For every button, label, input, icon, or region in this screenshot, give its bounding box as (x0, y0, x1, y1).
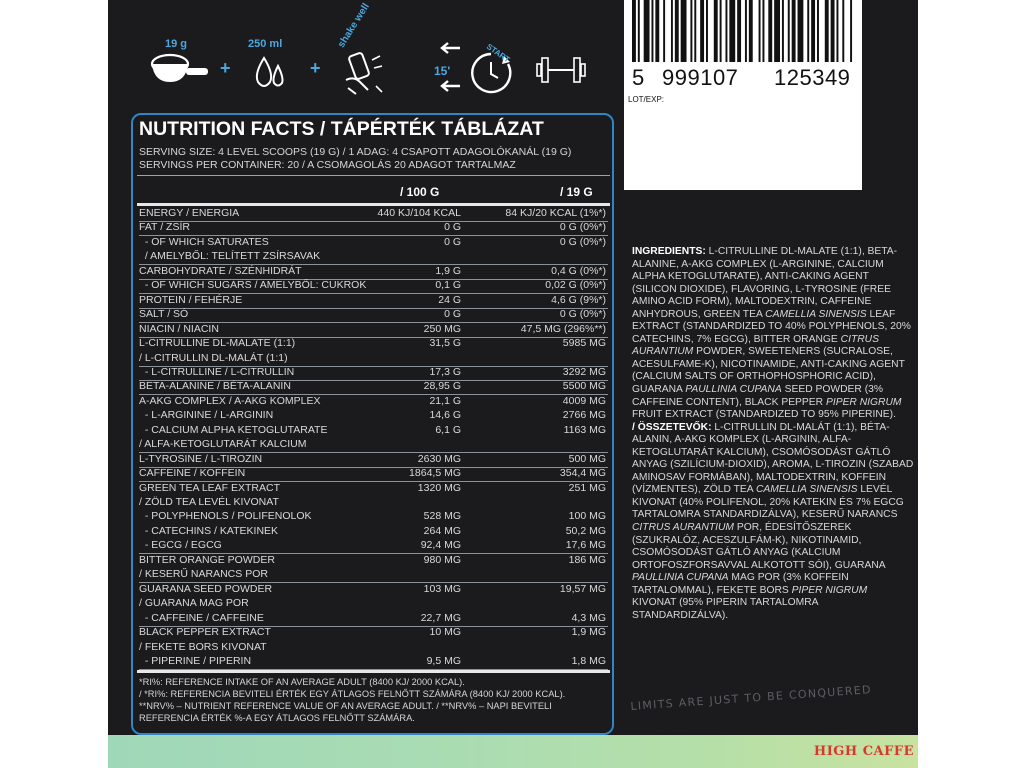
barcode-bar (737, 0, 741, 62)
value-per-serving: 47,5 MG (296%**) (520, 322, 606, 335)
nutrition-row (139, 453, 608, 468)
barcode-bar (749, 0, 753, 62)
nutrient-name: / ALFA-KETOGLUTARÁT KALCIUM (139, 438, 307, 451)
barcode-bar (788, 0, 790, 62)
barcode-group-2: 125349 (774, 65, 851, 90)
barcode-bar (811, 0, 815, 62)
nutrition-row (139, 597, 608, 611)
nutrient-name: / FEKETE BORS KIVONAT (139, 640, 267, 653)
barcode-area (624, 0, 862, 190)
plus-icon: + (220, 58, 231, 78)
value-per-100g: 0 G (444, 221, 461, 234)
barcode-bar (836, 0, 838, 62)
nutrition-row (139, 352, 608, 367)
ingredients-latin-name: CITRUS AURANTIUM (632, 333, 879, 358)
barcode-bar (694, 0, 696, 62)
value-per-serving: 1,8 MG (571, 654, 606, 667)
barcode-bar (759, 0, 761, 62)
value-per-100g: 21,1 G (429, 394, 461, 407)
ingredients-latin-name: PAULLINIA CUPANA (685, 384, 782, 396)
nutrition-row (139, 467, 608, 482)
value-per-100g: 528 MG (423, 510, 461, 523)
value-per-serving: 3292 MG (562, 365, 606, 378)
value-per-100g: 980 MG (423, 553, 461, 566)
ingredients-en-part: LEAF EXTRACT (STANDARDIZED TO 40% POLYPHENOLS, 20% CATECHINS, 7% EGCG), BITTER ORANGE (632, 308, 911, 345)
ingredients-latin-name: CAMELLIA SINENSIS (765, 308, 867, 320)
ingredients-latin-name: CITRUS AURANTIUM (632, 522, 735, 534)
timer-minutes: 15' (434, 64, 451, 78)
value-per-100g: 103 MG (423, 582, 461, 595)
dumbbell-icon (536, 56, 586, 84)
value-per-serving: 0 G (0%*) (559, 308, 606, 321)
nutrient-name: L-TYROSINE / L-TIROZIN (139, 452, 263, 465)
value-per-100g: 1864,5 MG (409, 467, 461, 480)
barcode-bar (644, 0, 650, 62)
nutrition-row (139, 207, 608, 222)
value-per-100g: 10 MG (429, 626, 461, 639)
barcode-bar (842, 0, 844, 62)
nutrient-name: - EGCG / EGCG (139, 539, 222, 552)
nutrient-name: - PIPERINE / PIPERIN (139, 654, 252, 667)
nutrient-name: CARBOHYDRATE / SZÉNHIDRÁT (139, 264, 302, 277)
nutrient-name: - CALCIUM ALPHA KETOGLUTARATE (139, 423, 328, 436)
barcode-group-1: 999107 (662, 65, 739, 90)
value-per-100g: 31,5 G (429, 337, 461, 350)
bottom-color-strip (108, 735, 918, 768)
value-per-100g: 9,5 MG (426, 654, 461, 667)
serving-size: SERVING SIZE: 4 LEVEL SCOOPS (19 G) / 1 ADAG: 4 CSAPOTT ADAGOLÓKANÁL (19 G) (139, 146, 572, 158)
footnote-ri: *RI%: REFERENCE INTAKE OF AN AVERAGE ADULT (8400 KJ/ 2000 KCAL). (139, 677, 465, 687)
nutrient-name: GREEN TEA LEAF EXTRACT (139, 481, 281, 494)
value-per-serving: 19,57 MG (559, 582, 606, 595)
value-per-100g: 14,6 G (429, 409, 461, 422)
shake-well-label: shake well (336, 1, 372, 50)
plus-icon: + (310, 58, 321, 78)
barcode-bar (638, 0, 640, 62)
nutrition-row (139, 323, 608, 338)
value-per-serving: 17,6 MG (565, 539, 606, 552)
slogan: LIMITS ARE JUST TO BE CONQUERED (630, 683, 873, 713)
ingredients-latin-name: PIPER NIGRUM (791, 584, 868, 596)
ingredients-hu-part: POR, ÉDESÍTŐSZEREK (SZUKRALÓZ, ACESZULFÁM-K), NIKOTINAMID, CSOMÓSODÁST GÁTLÓ ANYAG (KALCIUM ORTOFOSZFORSAVVAL ALKOTOTT SÓI), GUARANA (632, 522, 886, 571)
value-per-100g: 6,1 G (435, 423, 461, 436)
barcode-bar (782, 0, 784, 62)
nutrition-row (139, 655, 608, 670)
nutrition-row (139, 438, 608, 453)
barcode-bar (729, 0, 735, 62)
nutrition-title: NUTRITION FACTS / TÁPÉRTÉK TÁBLÁZAT (139, 118, 544, 140)
nutrient-name: L-CITRULLINE DL-MALATE (1:1) (139, 337, 296, 350)
value-per-serving: 500 MG (568, 452, 606, 465)
nutrition-row (139, 641, 608, 655)
nutrition-row (139, 380, 608, 395)
header-divider (137, 203, 610, 206)
barcode-bar (725, 0, 727, 62)
nutrient-name: - POLYPHENOLS / POLIFENOLOK (139, 510, 312, 523)
ingredients-latin-name: CAMELLIA SINENSIS (755, 484, 858, 496)
nutrient-name: FAT / ZSÍR (139, 221, 190, 234)
barcode-bar (807, 0, 809, 62)
nutrition-row (139, 525, 608, 539)
nutrition-row (139, 424, 608, 438)
value-per-100g: 250 MG (423, 322, 461, 335)
nutrition-row (139, 265, 608, 280)
barcode-bar (663, 0, 665, 62)
nutrient-name: A-AKG COMPLEX / A-AKG KOMPLEX (139, 394, 321, 407)
value-per-serving: 5985 MG (562, 337, 606, 350)
shaker-hand-icon (342, 50, 386, 96)
value-per-serving: 354,4 MG (559, 467, 606, 480)
footnote-nrv: **NRV% – NUTRIENT REFERENCE VALUE OF AN AVERAGE ADULT. / **NRV% – NAPI BEVITELI (139, 701, 552, 711)
barcode-bar (792, 0, 796, 62)
nutrition-row (139, 337, 608, 351)
nutrient-name: GUARANA SEED POWDER (139, 582, 273, 595)
value-per-serving: 1163 MG (563, 423, 606, 436)
water-drops-icon (250, 52, 290, 92)
ingredients-hu-label: / ÖSSZETEVŐK: (632, 421, 712, 433)
nutrition-row (139, 583, 608, 597)
nutrient-name: / AMELYBŐL: TELÍTETT ZSÍRSAVAK (139, 250, 321, 263)
nutrient-name: - L-ARGININE / L-ARGININ (139, 409, 274, 422)
barcode-bars (632, 0, 854, 62)
ingredients-latin-name: PIPER NIGRUM (825, 396, 902, 408)
scoop-amount: 19 g (165, 38, 188, 50)
value-per-serving: 4009 MG (562, 394, 606, 407)
nutrient-name: / KESERŰ NARANCS POR (139, 568, 268, 581)
bottom-strip-text: HIGH CAFFE (813, 744, 914, 759)
barcode-bar (720, 0, 722, 62)
value-per-serving: 186 MG (568, 553, 606, 566)
barcode-bar (825, 0, 829, 62)
barcode-bar (651, 0, 653, 62)
value-per-100g: 17,3 G (429, 365, 461, 378)
nutrient-name: BITTER ORANGE POWDER (139, 553, 275, 566)
nutrient-name: - CAFFEINE / CAFFEINE (139, 611, 264, 624)
value-per-100g: 2630 MG (417, 452, 461, 465)
barcode-bar (681, 0, 687, 62)
value-per-serving: 50,2 MG (565, 524, 606, 537)
ingredients-hu-part: MAG POR (3% KOFFEIN TARTALOMMAL), FEKETE BORS (632, 572, 849, 596)
value-per-100g: 0 G (444, 235, 461, 248)
nutrition-row (139, 568, 608, 583)
value-per-100g: 440 KJ/104 KCAL (377, 207, 461, 219)
value-per-100g: 1,9 G (435, 264, 461, 277)
barcode-bar (774, 0, 780, 62)
value-per-serving: 0,4 G (0%*) (551, 264, 606, 277)
footnote-nrv-hu: REFERENCIA ÉRTÉK %-A EGY ÁTLAGOS FELNŐTT SZÁMÁRA. (139, 713, 415, 723)
nutrition-row (139, 308, 608, 323)
nutrient-name: PROTEIN / FEHÉRJE (139, 293, 243, 306)
timer-start-label: START (484, 42, 512, 65)
value-per-serving: 4,3 MG (571, 611, 606, 624)
nutrient-name: BETA-ALANINE / BÉTA-ALANIN (139, 380, 291, 393)
barcode-bar (675, 0, 679, 62)
ingredients-en-part: L-CITRULLINE DL-MALATE (1:1), BETA-ALANINE, A-AKG COMPLEX (L-ARGININE, CALCIUM ALPHA KETOGLUTARATE), ANTI-CAKING AGENT (SILICON DIOXIDE), FLAVORING, L-TYROSINE (FREE AMINO ACID FORM), MALTODEXTRIN, CAFFEINE ANHYDROUS, GREEN TEA (632, 246, 898, 320)
barcode-bar (831, 0, 835, 62)
value-per-100g: 22,7 MG (420, 611, 461, 624)
barcode-first-digit: 5 (632, 65, 645, 90)
nutrient-name: - OF WHICH SATURATES (139, 235, 269, 248)
barcode-bar (690, 0, 692, 62)
value-per-serving: 2766 MG (562, 409, 606, 422)
barcode-bar (700, 0, 704, 62)
nutrition-row (139, 539, 608, 554)
barcode-bar (671, 0, 673, 62)
nutrient-name: / L-CITRULLIN DL-MALÁT (1:1) (139, 351, 288, 364)
ingredients-en-part: FRUIT EXTRACT (STANDARDIZED TO 95% PIPERINE). (632, 409, 896, 421)
nutrition-row (139, 236, 608, 250)
footer-divider (137, 670, 610, 673)
value-per-serving: 0 G (0%*) (559, 235, 606, 248)
nutrition-row (139, 626, 608, 640)
ingredients-text (632, 246, 914, 622)
lot-exp-label: LOT/EXP: (628, 95, 665, 104)
value-per-serving: 1,9 MG (571, 626, 606, 639)
water-amount: 250 ml (248, 38, 283, 50)
value-per-serving: 5500 MG (562, 380, 606, 393)
value-per-serving: 0,02 G (0%*) (545, 279, 606, 292)
value-per-100g: 28,95 G (423, 380, 461, 393)
value-per-100g: 92,4 MG (420, 539, 461, 552)
ingredients-en-label: INGREDIENTS: (632, 246, 706, 257)
ingredients-hu-part: LEVÉL KIVONAT (40% POLIFENOL, 20% KATEKIN ÉS 7% EGCG TARTALOMRA STANDARDIZÁLVA), KESERŰ NARANCS (632, 484, 904, 521)
nutrient-name: / GUARANA MAG POR (139, 597, 249, 610)
barcode-bar (714, 0, 718, 62)
servings-per-container: SERVINGS PER CONTAINER: 20 / A CSOMAGOLÁS 20 ADAGOT TARTALMAZ (139, 159, 516, 171)
value-per-serving: 4,6 G (9%*) (551, 293, 606, 306)
column-header-19g: / 19 G (560, 185, 593, 199)
divider (137, 175, 610, 176)
value-per-serving: 251 MG (568, 481, 606, 494)
value-per-100g: 264 MG (423, 524, 461, 537)
value-per-100g: 1320 MG (417, 481, 461, 494)
barcode-bar (655, 0, 659, 62)
value-per-serving: 100 MG (568, 510, 606, 523)
nutrition-row (139, 409, 608, 423)
nutrition-row (139, 250, 608, 265)
nutrition-row (139, 221, 608, 236)
footnote-ri-hu: / *RI%: REFERENCIA BEVITELI ÉRTÉK EGY ÁTLAGOS FELNŐTT SZÁMÁRA (8400 KJ/ 2000 KCAL). (139, 689, 566, 699)
nutrition-row (139, 554, 608, 568)
nutrient-name: CAFFEINE / KOFFEIN (139, 467, 246, 480)
barcode-bar (850, 0, 852, 62)
nutrition-row (139, 279, 608, 294)
nutrient-name: - CATECHINS / KATEKINEK (139, 524, 279, 537)
barcode-bar (632, 0, 636, 62)
ingredients-en-part: POWDER, SWEETENERS (SUCRALOSE, ACESULFAME-K), NICOTINAMIDE, ANTI-CAKING AGENT (CALCIUM SALTS OF ORTHOPHOSPHORIC ACID), GUARANA (632, 346, 905, 396)
barcode-bar (817, 0, 819, 62)
nutrition-row (139, 612, 608, 627)
barcode-bar (798, 0, 804, 62)
barcode-bar (762, 0, 764, 62)
barcode-bar (768, 0, 772, 62)
nutrition-row (139, 395, 608, 409)
value-per-serving: 84 KJ/20 KCAL (1%*) (505, 207, 606, 219)
ingredients-en-part: SEED POWDER (3% CAFFEINE CONTENT), BLACK PEPPER (632, 384, 884, 408)
nutrient-name: - L-CITRULLINE / L-CITRULLIN (139, 365, 295, 378)
ingredients-latin-name: PAULLINIA CUPANA (632, 572, 729, 584)
nutrition-row (139, 366, 608, 381)
nutrient-name: NIACIN / NIACIN (139, 322, 219, 335)
barcode-bar (745, 0, 747, 62)
nutrition-row (139, 496, 608, 510)
ingredients-hu-part: L-CITRULLIN DL-MALÁT (1:1), BÉTA-ALANIN, A-AKG KOMPLEX (L-ARGININ, ALFA-KETOGLUTARÁT KALCIUM), CSOMÓSODÁST GÁTLÓ ANYAG (SZILÍCIUM-DIOXID), AROMA, L-TIROZIN (SZABAD AMINOSAV FORMÁBAN), MALTODEXTRIN, KOFFEIN (VÍZMENTES), ZÖLD TEA (632, 421, 914, 496)
nutrient-name: ENERGY / ENERGIA (139, 207, 240, 219)
barcode-bar (706, 0, 708, 62)
nutrition-row (139, 294, 608, 309)
nutrient-name: SALT / SÓ (139, 308, 189, 321)
nutrition-row (139, 510, 608, 524)
column-header-100g: / 100 G (400, 185, 440, 199)
value-per-serving: 0 G (0%*) (559, 221, 606, 234)
value-per-100g: 0 G (444, 308, 461, 321)
value-per-100g: 0,1 G (435, 279, 461, 292)
nutrient-name: / ZÖLD TEA LEVÉL KIVONAT (139, 496, 279, 508)
nutrient-name: - OF WHICH SUGARS / AMELYBŐL: CUKROK (139, 279, 367, 292)
scoop-icon (148, 50, 210, 90)
value-per-100g: 24 G (438, 293, 461, 306)
nutrient-name: BLACK PEPPER EXTRACT (139, 626, 271, 639)
nutrition-row (139, 482, 608, 496)
ingredients-hu-part: KIVONAT (95% PIPERIN TARTALOMRA STANDARDIZÁLVA). (632, 597, 818, 621)
